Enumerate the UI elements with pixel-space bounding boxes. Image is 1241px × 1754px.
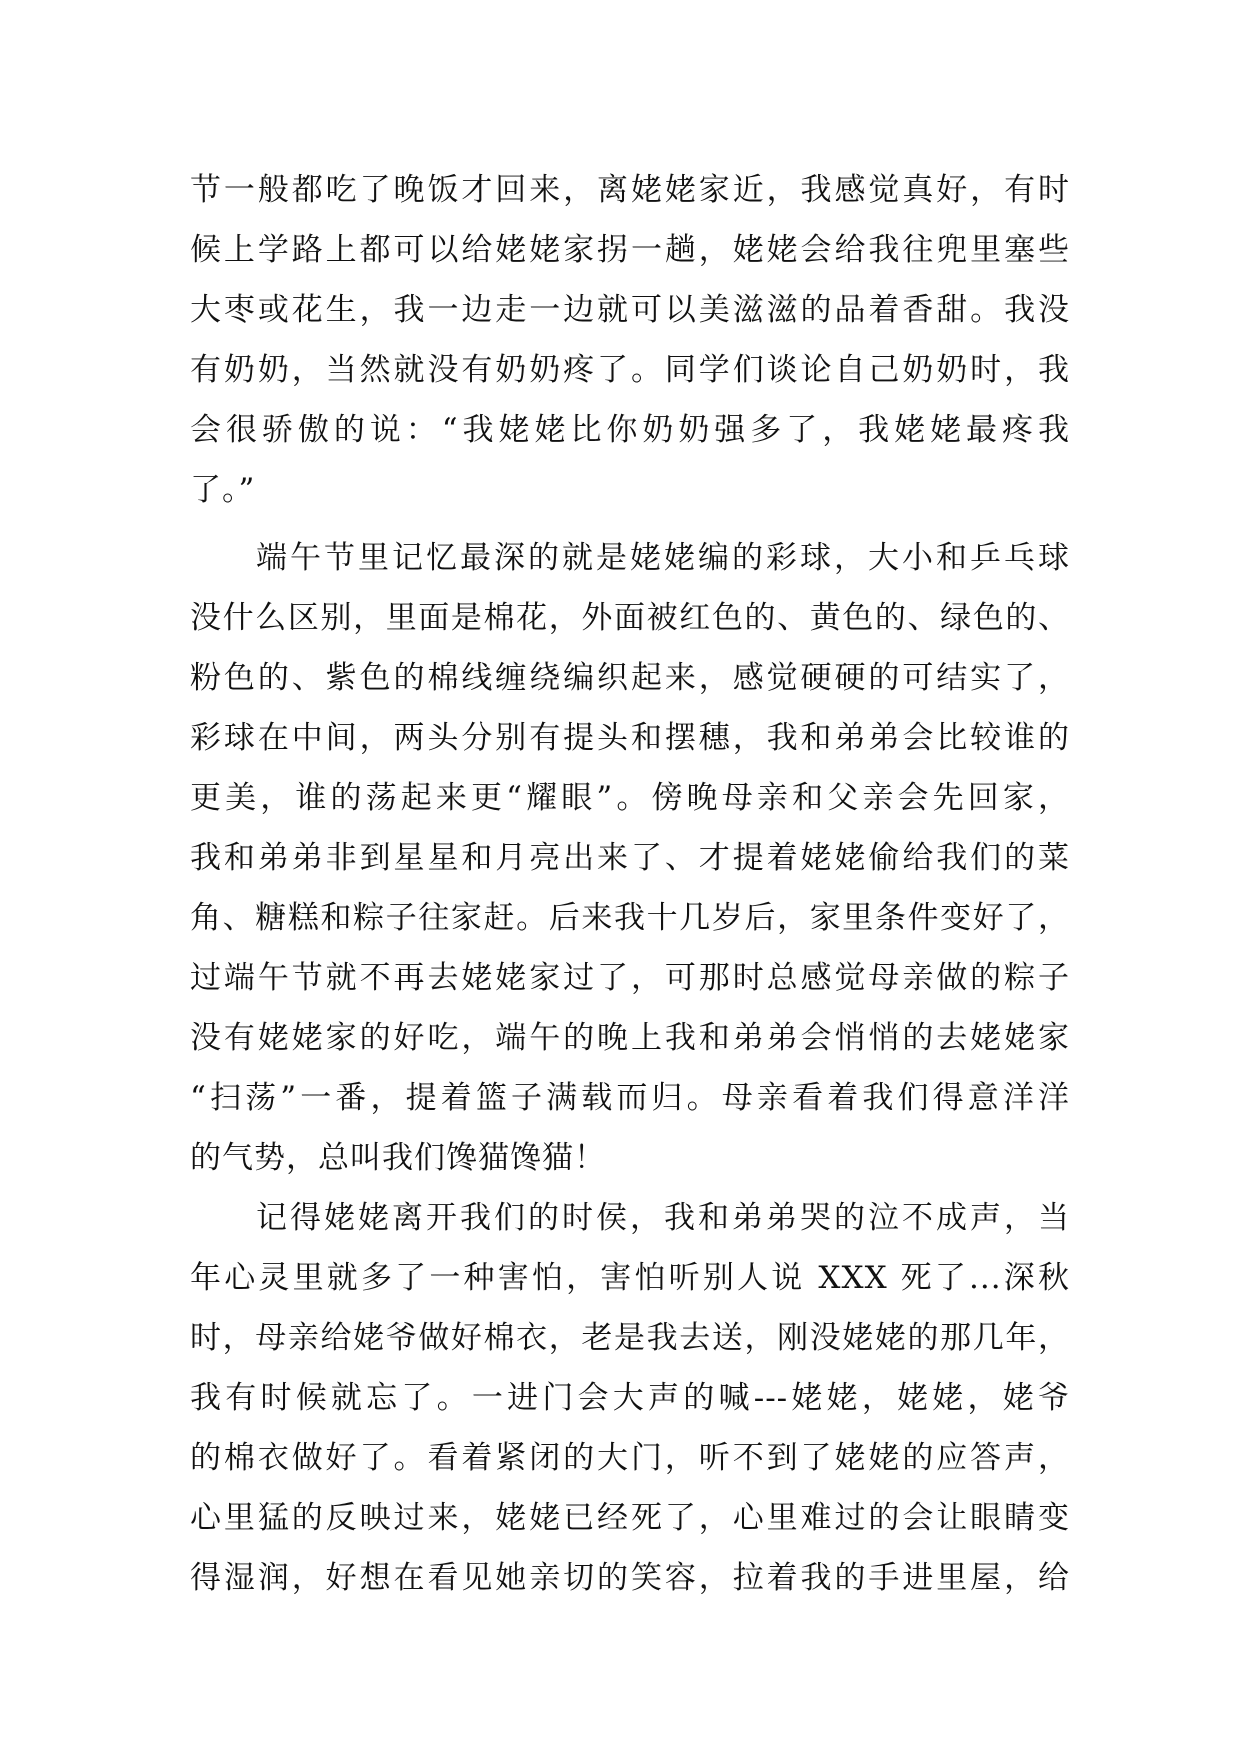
text-line: 记得姥姥离开我们的时侯，我和弟弟哭的泣不成声，当 xyxy=(256,1200,1070,1236)
body-text xyxy=(190,160,1070,1608)
paragraph-2 xyxy=(190,528,1070,1188)
text-line: 大枣或花生，我一边走一边就可以美滋滋的品着香甜。我没 xyxy=(190,292,1070,328)
text-line: 心里猛的反映过来，姥姥已经死了，心里难过的会让眼睛变 xyxy=(190,1500,1070,1536)
text-line: 没有姥姥家的好吃，端午的晚上我和弟弟会悄悄的去姥姥家 xyxy=(190,1020,1070,1056)
text-line: 我有时候就忘了。一进门会大声的喊---姥姥，姥姥，姥爷 xyxy=(190,1380,1070,1416)
paragraph-spacer xyxy=(190,520,1070,528)
text-line: 粉色的、紫色的棉线缠绕编织起来，感觉硬硬的可结实了， xyxy=(190,660,1070,696)
text-line: 端午节里记忆最深的就是姥姥编的彩球，大小和乒乓球 xyxy=(256,540,1070,576)
text-line: 会很骄傲的说：“我姥姥比你奶奶强多了，我姥姥最疼我 xyxy=(190,412,1070,448)
text-line: 的棉衣做好了。看着紧闭的大门，听不到了姥姥的应答声， xyxy=(190,1440,1070,1476)
paragraph-3 xyxy=(190,1188,1070,1608)
text-line: 彩球在中间，两头分别有提头和摆穗，我和弟弟会比较谁的 xyxy=(190,720,1070,756)
text-line: 时，母亲给姥爷做好棉衣，老是我去送，刚没姥姥的那几年， xyxy=(190,1320,1070,1356)
text-line: 得湿润，好想在看见她亲切的笑容，拉着我的手进里屋，给 xyxy=(190,1560,1070,1596)
text-line: 有奶奶，当然就没有奶奶疼了。同学们谈论自己奶奶时，我 xyxy=(190,352,1070,388)
text-line: “扫荡”一番，提着篮子满载而归。母亲看着我们得意洋洋 xyxy=(190,1080,1070,1116)
paragraph-1 xyxy=(190,160,1070,520)
text-line: 我和弟弟非到星星和月亮出来了、才提着姥姥偷给我们的菜 xyxy=(190,840,1070,876)
text-line: 的气势，总叫我们馋猫馋猫！ xyxy=(190,1140,606,1176)
text-line: 角、糖糕和粽子往家赶。后来我十几岁后，家里条件变好了， xyxy=(190,900,1070,936)
text-line: 没什么区别，里面是棉花，外面被红色的、黄色的、绿色的、 xyxy=(190,600,1070,636)
text-line: 了。” xyxy=(190,472,256,508)
text-line: 候上学路上都可以给姥姥家拐一趟，姥姥会给我往兜里塞些 xyxy=(190,232,1070,268)
text-line: 更美，谁的荡起来更“耀眼”。傍晚母亲和父亲会先回家， xyxy=(190,780,1070,816)
text-line: 过端午节就不再去姥姥家过了，可那时总感觉母亲做的粽子 xyxy=(190,960,1070,996)
text-line: 节一般都吃了晚饭才回来，离姥姥家近，我感觉真好，有时 xyxy=(190,172,1070,208)
text-line: 年心灵里就多了一种害怕，害怕听别人说 XXX 死了...深秋 xyxy=(190,1260,1070,1296)
